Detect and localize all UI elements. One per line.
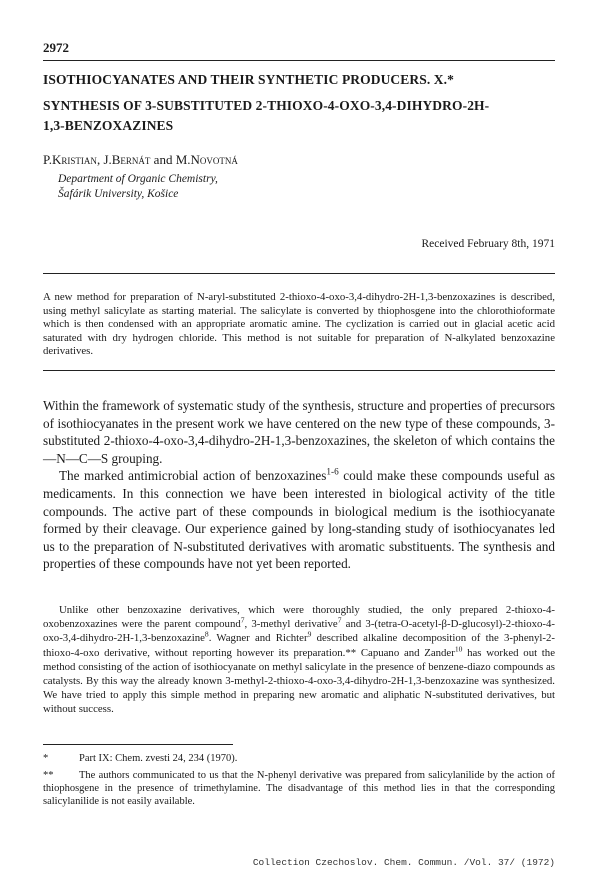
footnote-2-text: The authors communicated to us that the N-phenyl derivative was prepared from salicylanilide by the action of thiophosgene in the presence of trimethylamine. The disadvantage of this method lies in that the corresponding salicylanilide is not easily available. <box>43 770 555 808</box>
paragraph-3-part-3: and 3-(tetra-O-acetyl-β-D-glucosyl)-2-thioxo-4-oxo-3,4-dihydro-2H-1,3-benzoxazine <box>43 618 555 645</box>
reference-9: 9 <box>307 629 312 639</box>
reference-1-6: 1-6 <box>326 466 339 477</box>
affiliation-line-1: Department of Organic Chemistry, <box>58 173 218 185</box>
author-separator-1: , <box>96 152 104 167</box>
paragraph-3 <box>43 603 555 717</box>
paragraph-3-part-4: . Wagner and Richter <box>208 632 308 645</box>
journal-footer: Collection Czechoslov. Chem. Commun. /Vol. 37/ (1972) <box>252 857 555 868</box>
title-line-1: ISOTHIOCYANATES AND THEIR SYNTHETIC PRODUCERS. X.* <box>43 72 454 87</box>
received-date: Received February 8th, 1971 <box>421 238 555 250</box>
main-text <box>43 397 555 573</box>
paragraph-2-start: The marked antimicrobial action of benzoxazines <box>59 468 327 484</box>
title-line-2: SYNTHESIS OF 3-SUBSTITUTED 2-THIOXO-4-OXO-3,4-DIHYDRO-2H- <box>43 98 490 113</box>
footnote-rule <box>43 744 233 745</box>
reference-8: 8 <box>204 629 209 639</box>
authors <box>43 152 238 168</box>
footnote-2-mark: ** <box>43 770 54 781</box>
paragraph-3-part-1: Unlike other benzoxazine derivatives, which were thoroughly studied, the only prepared 2-thioxo-4-oxobenzoxazines were the parent compound <box>43 604 555 631</box>
footnote-1-text: Part IX: Chem. zvesti 24, 234 (1970). <box>79 753 238 764</box>
reference-7b: 7 <box>337 615 342 625</box>
title-line-3: 1,3-BENZOXAZINES <box>43 118 174 133</box>
footnote-1-mark: * <box>43 753 49 764</box>
paragraph-1: Within the framework of systematic study of the synthesis, structure and properties of precursors of isothiocyanates in the present work we have centered on the new type of these compounds, 3-substituted 2-thioxo-4-oxo-3,4-dihydro-2H-1,3-benzoxazines, the skeleton of which contains the —N—C—S grouping. <box>43 398 555 466</box>
author-separator-2: and <box>150 152 176 167</box>
paragraph-2 <box>43 467 555 573</box>
paragraph-3-part-6: has worked out the method consisting of the action of isothiocyanate on methyl salicylate in the presence of benzene-diazo compounds as catalysts. By this way the already known 3-methyl-2-thioxo-4-oxo-3,4-dihydro-2H-1,3-benzoxazine was synthesized. We have tried to apply this simple method in preparing new aromatic and aliphatic N-substituted derivatives, but without success. <box>43 646 555 716</box>
footnote-2 <box>43 769 555 809</box>
author-1: P.Kristian <box>43 152 97 167</box>
abstract-top-rule <box>43 273 555 274</box>
reference-10: 10 <box>454 644 463 654</box>
header-rule <box>43 60 555 61</box>
affiliation <box>58 172 218 202</box>
paragraph-3-part-5: described alkaline decomposition of the 3-phenyl-2-thioxo-4-oxo derivative, without reporting however its preparation.** Capuano and Zander <box>43 632 555 659</box>
paragraph-2-rest: could make these compounds useful as medicaments. In this connection we have been interested in biological activity of the title compounds. The active part of these compounds in biological medium is the isothiocyanate formed by their cleavage. Our experience gained by long-standing study of isothiocyanates led us to the preparation of N-substituted derivatives with aromatic substituents. The synthesis and properties of these compounds have not yet been reported. <box>43 468 555 572</box>
affiliation-line-2: Šafárik University, Košice <box>58 188 179 200</box>
abstract: A new method for preparation of N-aryl-substituted 2-thioxo-4-oxo-3,4-dihydro-2H-1,3-benzoxazines is described, using methyl salicylate as starting material. The salicylate is converted by thiophosgene into the chlorothioformate which is then condensed with an appropriate aromatic amine. The cyclization is carried out in glacial acetic acid saturated with dry hydrogen chloride. This method is not suitable for preparation of N-alkylated benzoxazine derivatives. <box>43 291 555 358</box>
reference-7a: 7 <box>240 615 245 625</box>
paragraph-3-part-2: , 3-methyl derivative <box>244 618 338 631</box>
page-number: 2972 <box>43 40 69 55</box>
footnote-1 <box>43 752 555 765</box>
author-3: M.Novotná <box>175 152 238 167</box>
abstract-bottom-rule <box>43 370 555 371</box>
author-2: J.Bernát <box>103 152 151 167</box>
